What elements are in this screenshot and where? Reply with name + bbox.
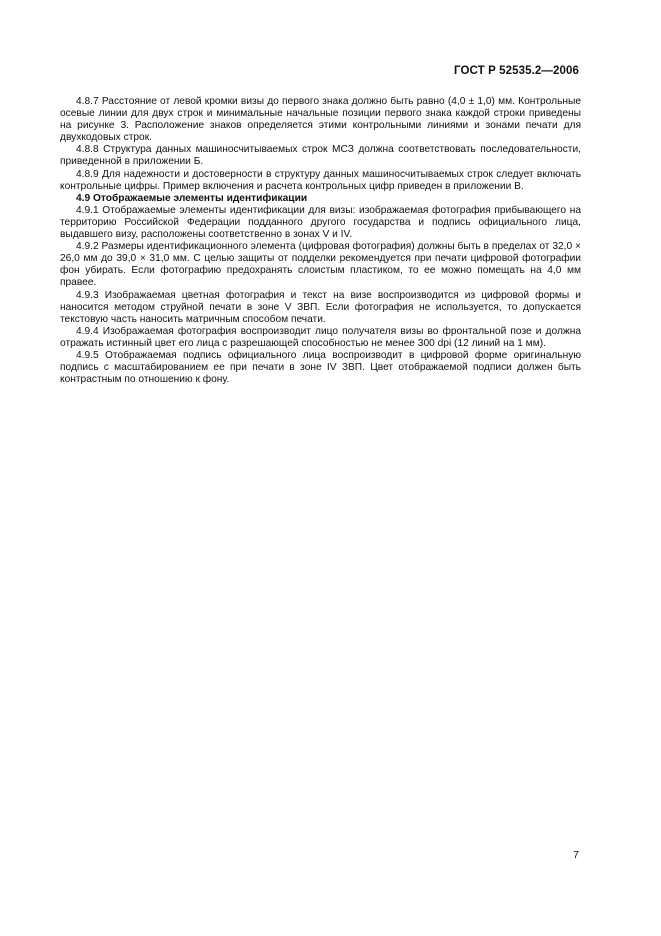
section-heading-4-9: 4.9 Отображаемые элементы идентификации: [76, 192, 308, 204]
paragraph-4-9-2: 4.9.2 Размеры идентификационного элемента (цифровая фотография) должны быть в пределах от 32,0 × 26,0 мм до 39,0 × 31,0 мм. С целью защиты от подделки рекомендуется при печати цифровой фотографии фон убирать. Если фотографию предохранять слоистым пластиком, то ее можно помещать на 4,0 мм правее.: [60, 241, 581, 289]
paragraph-4-9-4: 4.9.4 Изображаемая фотография воспроизводит лицо получателя визы во фронтальной позе и должна отражать истинный цвет его лица с разрешающей способностью не менее 300 dpi (12 линий на 1 мм).: [60, 325, 581, 349]
paragraph-4-9-5: 4.9.5 Отображаемая подпись официального лица воспроизводит в цифровой форме оригинальную подпись с масштабированием ее при печати в зоне IV ЗВП. Цвет отображаемой подписи должен быть контрастным по отношению к фону.: [60, 349, 581, 386]
paragraph-4-8-8: 4.8.8 Структура данных машиносчитываемых строк МСЗ должна соответствовать последовательности, приведенной в приложении Б.: [60, 144, 581, 168]
paragraph-4-8-7: 4.8.7 Расстояние от левой кромки визы до первого знака должно быть равно (4,0 ± 1,0) мм. Контрольные осевые линии для двух строк и минимальные начальные позиции первого знака каждой строки приведены на рисунке 3. Расположение знаков определяется этими контрольными линиями и зонами печати для двухкодовых строк.: [60, 96, 581, 144]
page-number: 7: [573, 849, 579, 861]
paragraph-4-9-3: 4.9.3 Изображаемая цветная фотография и текст на визе воспроизводится из цифровой формы и наносится методом струйной печати в зоне V ЗВП. Если фотография не используется, то допускается текстовую часть наносить матричным способом печати.: [60, 289, 581, 325]
document-header: ГОСТ Р 52535.2—2006: [454, 65, 579, 77]
document-body: [60, 96, 581, 386]
paragraph-4-9-1: 4.9.1 Отображаемые элементы идентификации для визы: изображаемая фотография прибывающего на территорию Российской Федерации подданного другого государства и подпись официального лица, выдавшего визу, расположены соответственно в зонах V и IV.: [60, 204, 581, 241]
paragraph-4-8-9: 4.8.9 Для надежности и достоверности в структуру данных машиносчитываемых строк следует включать контрольные цифры. Пример включения и расчета контрольных цифр приведен в приложении В.: [60, 168, 581, 192]
